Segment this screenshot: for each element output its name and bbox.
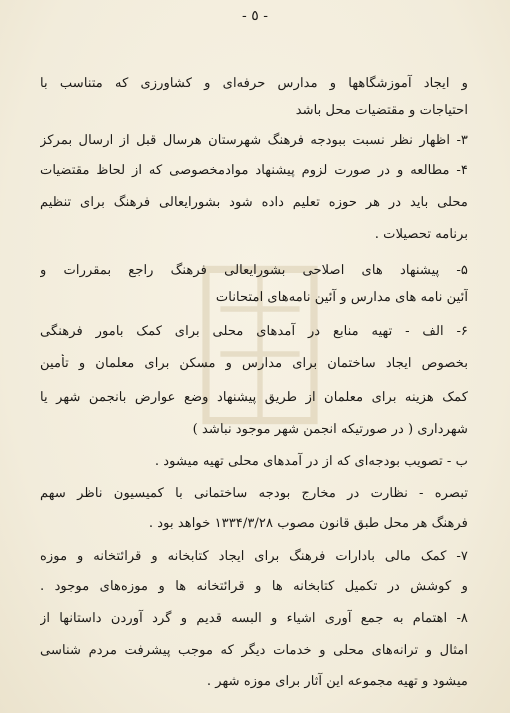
text-line: آئین نامه های مدارس و آئین نامه‌های امتحانات bbox=[215, 290, 468, 305]
text-line: و ایجاد آموزشگاهها و مدارس حرفه‌ای و کشاورزی که متناسب با bbox=[40, 76, 468, 91]
text-line: ۷- کمک مالی بادارات فرهنگ برای ایجاد کتابخانه و قرائتخانه و موزه bbox=[40, 549, 468, 564]
text-line: کمک هزینه برای معلمان از طریق پیشنهاد وضع عوارض بانجمن شهر یا bbox=[40, 390, 468, 405]
page-number: - ٥ - bbox=[242, 8, 268, 24]
text-line: تبصره - نظارت در مخارج بودجه ساختمانی با کمیسیون ناظر سهم bbox=[40, 486, 468, 501]
text-line: ۵- پیشنهاد های اصلاحی بشورایعالی فرهنگ راجع بمقررات و bbox=[40, 263, 468, 278]
text-line: ۶- الف - تهیه منابع در آمدهای محلی برای کمک بامور فرهنگی bbox=[40, 324, 468, 339]
text-line: ۳- اظهار نظر نسبت ببودجه فرهنگ شهرستان هرسال قبل از ارسال بمرکز bbox=[40, 133, 468, 148]
text-line: ۸- اهتمام به جمع آوری اشیاء و البسه قدیم و گرد آوردن داستانها از bbox=[40, 611, 468, 626]
text-line: احتیاجات و مقتضیات محل باشد bbox=[295, 103, 468, 118]
text-line: برنامه تحصیلات . bbox=[374, 227, 468, 242]
text-line: میشود و تهیه مجموعه این آثار برای موزه شهر . bbox=[206, 674, 468, 689]
text-line: محلی باید در هر حوزه تعلیم داده شود بشورایعالی فرهنگ برای تنظیم bbox=[40, 195, 468, 210]
text-line: شهرداری ( در صورتیکه انجمن شهر موجود نباشد ) bbox=[192, 422, 468, 437]
library-seal-watermark-icon bbox=[170, 255, 350, 435]
text-line: ب - تصویب بودجه‌ای که از در آمدهای محلی تهیه میشود . bbox=[154, 454, 468, 469]
text-line: ۴- مطالعه و در صورت لزوم پیشنهاد موادمخصوصی که از لحاظ مقتضیات bbox=[40, 163, 468, 178]
text-line: فرهنگ هر محل طبق قانون مصوب ۱۳۳۴/۳/۲۸ خواهد بود . bbox=[148, 516, 468, 531]
text-line: امثال و ترانه‌های محلی و خدمات دیگر که موجب پیشرفت مردم شناسی bbox=[40, 643, 468, 658]
text-line: بخصوص ایجاد ساختمان برای مدارس و مسکن برای معلمان و تأمین bbox=[40, 356, 468, 371]
text-line: و کوشش در تکمیل کتابخانه ها و قرائتخانه ها و موزه‌های موجود . bbox=[40, 579, 468, 594]
